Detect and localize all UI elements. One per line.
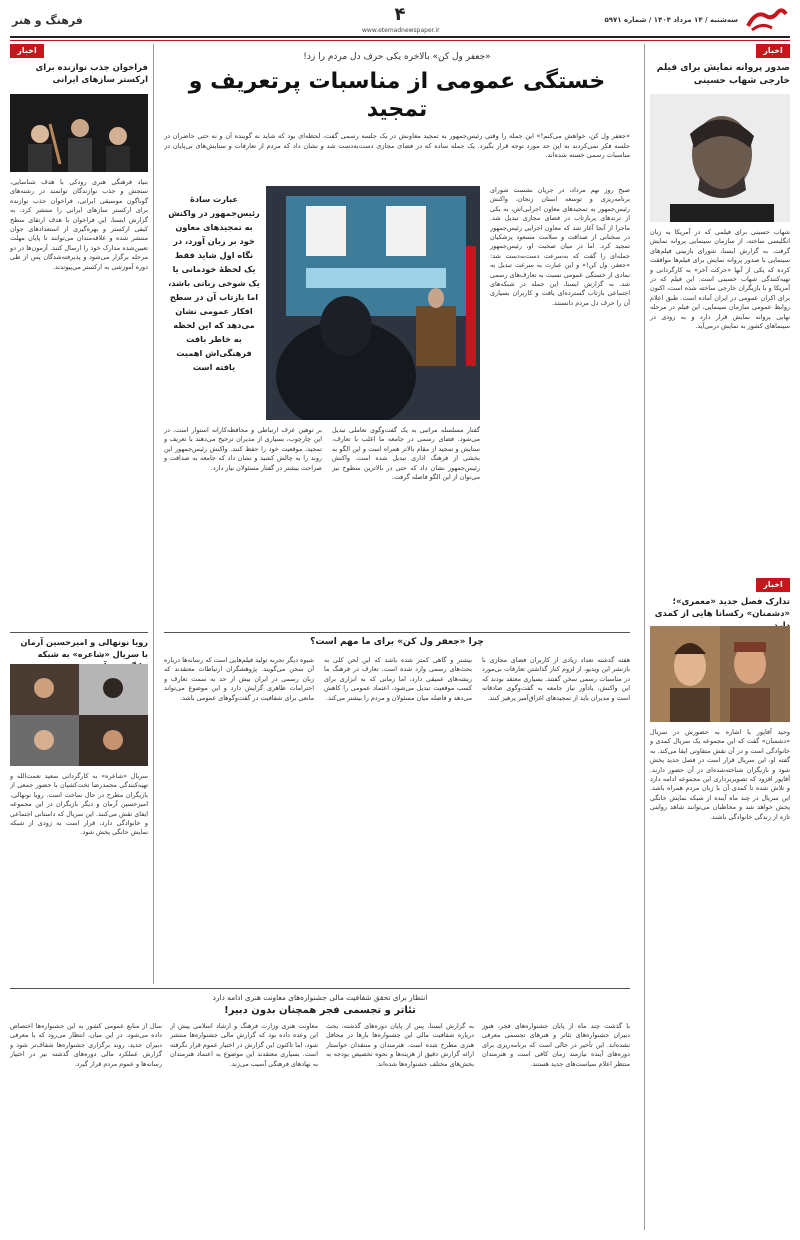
main-lower-col-3: شیوه دیگر تجربه تولید فیلم‌هایی است که رسانه‌ها درباره آن سخن می‌گویند. پژوهشگران ارتباطات معتقدند که زبان رسمی در ایران بیش از حد به سمت تعارف و احترامات ظاهری گرایش دارد و این موضوع می‌تواند مانعی برای شفافیت در گفت‌وگوهای عمومی باشد. — [164, 656, 314, 702]
main-lower-col-1: هفته گذشته تعداد زیادی از کاربران فضای مجازی با بازنشر این ویدیو، از لزوم کنار گذاشتن تعارفات بی‌مورد در مناسبات رسمی سخن گفتند. بسیاری معتقد بودند که این واکنش، یادآور نیاز جامعه به گفت‌وگوی صادقانه است و مدیران باید از تمجیدهای اغراق‌آمیز پرهیز کنند. — [482, 656, 630, 702]
tv-series-photo — [650, 626, 790, 722]
website-url[interactable]: www.etemadnewspaper.ir — [362, 27, 440, 34]
left-article-body-2: سریال «شاعره» به کارگردانی سعید نعمت‌الله و تهیه‌کنندگی محمدرضا تخت‌کشیان با حضور جمعی از بازیگران مطرح در حال ساخت است. رویا نونهالی، امیرحسین آرمان و دیگر بازیگران در این مجموعه ایفای نقش می‌کنند. این سریال که داستانی اجتماعی و خانوادگی دارد، قرار است به زودی از شبکه نمایش خانگی پخش شود. — [10, 772, 148, 837]
main-column-1: صبح روز نهم مرداد، در جریان نشست شورای برنامه‌ریزی و توسعه استان زنجان، واکنش رئیس‌جمهور به تمجیدهای معاون اجرایی‌اش، به یکی از ترندهای پربازتاب در فضای مجازی تبدیل شد. ماجرا از آنجا آغاز شد که معاون اجرایی رئیس‌جمهور در سخنانی از صداقت و سلامت مسعود پزشکیان تمجید کرد. اما در میان صحبت او، رئیس‌جمهور جمله‌ای را گفت که به‌سرعت دست‌به‌دست شد: «جعفر، ول کن!» و این عبارت به سرعت تبدیل به نمادی از خستگی عمومی نسبت به تعارف‌های رسمی شد. به گزارش ایسنا، این جمله در شبکه‌های اجتماعی بازتاب گسترده‌ای یافت و کاربران بسیاری آن را حرف دل مردم دانستند. — [490, 186, 630, 307]
orchestra-photo — [10, 94, 148, 172]
sub-headline: چرا «جعفر ول کن» برای ما مهم است؟ — [310, 637, 484, 647]
main-lead: «جعفر ول کن، خواهش می‌کنم!» این جمله را وقتی رئیس‌جمهور به تمجید معاونش در یک جلسه رسمی گفت، لحظه‌ای بود که شاید نه گوینده آن و نه حتی حاضران در جلسه فکر نمی‌کردند به این حد مورد توجه قرار بگیرد. یک جمله ساده که در فضای مجازی دست‌به‌دست شد و نشان داد که مردم از تعارفات و ستایش‌های بی‌پایان در مناسبات رسمی خسته شده‌اند. — [164, 132, 630, 160]
left-column-headline: فراخوان جذب نوازنده برای ارکستر سازهای ایرانی — [35, 63, 148, 85]
main-headline: خستگی عمومی از مناسبات پرتعریف و تمجید — [188, 69, 606, 122]
right-article-body: شهاب حسینی برای فیلمی که در آمریکا به زبان انگلیسی ساخته، از سازمان سینمایی پروانه نمایش گرفت. به گزارش ایسنا، شورای بازبینی فیلم‌های سینمایی با صدور پروانه نمایش برای فیلم‌ها موافقت کرده که یکی از آنها «حرکت آخر» به کارگردانی و تهیه‌کنندگی شهاب حسینی است. این فیلم که در آمریکا و با بازیگران خارجی ساخته شده است، اکنون برای اکران عمومی در ایران آماده است. طبق اعلام روابط عمومی سازمان سینمایی، این فیلم در مرحله نهایی پروانه نمایش قرار دارد و به زودی در سینماهای کشور به نمایش درمی‌آید. — [650, 228, 790, 331]
bottom-column-2: به گزارش ایسنا، پس از پایان دوره‌های گذشته، بحث درباره شفافیت مالی این جشنواره‌ها بارها در محافل هنری مطرح شده است. هنرمندان و منتقدان خواستار ارائه گزارش دقیق از هزینه‌ها و نحوه تخصیص بودجه به بخش‌های مختلف جشنواره‌ها شده‌اند. — [326, 1022, 474, 1068]
page-number: ۴ — [394, 4, 406, 25]
section-title: فرهنگ و هنر — [12, 14, 83, 27]
left-column-tag: اخبار — [10, 44, 44, 58]
right-column-headline-2: تدارک فصل جدید «معمری»؛ «دشمنان» رکسانا هایی از کمدی — [654, 597, 790, 619]
main-column-3: بر توهین عرف ارتباطی و محافظه‌کارانه استوار است. در این چارچوب، بسیاری از مدیران ترجیح می‌دهند با تعریف و تمجید، موقعیت خود را حفظ کنند. واکنش رئیس‌جمهور این روند را به چالش کشید و نشان داد که جامعه به صداقت و صراحت بیشتر در گفتار مسئولان نیاز دارد. — [164, 426, 322, 472]
bottom-kicker: انتظار برای تحقق شفافیت مالی جشنواره‌های معاونت هنری ادامه دارد — [212, 993, 428, 1002]
right-column-tag: اخبار — [756, 44, 790, 58]
actors-collage — [10, 664, 148, 766]
actor-portrait — [650, 94, 790, 222]
issue-info: سه‌شنبه / ۱۴ مرداد ۱۴۰۴ / شماره ۵۹۷۱ — [604, 16, 738, 24]
bottom-column-4: سال از منابع عمومی کشور به این جشنواره‌ها اختصاص داده می‌شود. در این میان، انتظار می‌رود که با معرفی دبیران جدید، روند برگزاری جشنواره‌ها شفاف‌تر شود و گزارش عملکرد مالی دوره‌های گذشته نیز در اختیار رسانه‌ها و عموم مردم قرار گیرد. — [10, 1022, 162, 1068]
main-kicker: «جعفر ول کن» بالاخره یکی حرف دل مردم را زد! — [303, 52, 491, 62]
right-article-body-2: وحید آقاپور با اشاره به حضورش در سریال «دشمنان» گفت که این مجموعه یک سریال کمدی و خانوادگی است و در آن نقش متفاوتی ایفا می‌کند. به گفته او، این سریال قرار است در فصل جدید پخش شود و بازیگران شناخته‌شده‌ای در آن حضور دارند. آقاپور افزود که تصویربرداری این مجموعه ادامه دارد و تلاش شده تا کمدی آن با زبان مردم همراه باشد. این سریال در چند ماه آینده از شبکه نمایش خانگی پخش خواهد شد و مخاطبان می‌توانند شاهد روایتی تازه از زندگی خانوادگی باشند. — [650, 728, 790, 821]
main-column-2: گفتار مسلسله‌ مراتبی به یک گفت‌وگوی تعاملی تبدیل می‌شود. فضای رسمی در جامعه ما اغلب با تعارف، ستایش و تمجید از مقام بالاتر همراه است و این الگو به بخشی از فرهنگ اداری تبدیل شده است. واکنش رئیس‌جمهور نشان داد که حتی در بالاترین سطوح نیز می‌توان از این الگو فاصله گرفت. — [332, 426, 480, 482]
left-column-headline-2: رویا نونهالی و امیرحسین آرمان با سریال «شاعره» به شبکه — [20, 637, 148, 659]
right-column-headline: صدور پروانه نمایش برای فیلم خارجی شهاب حسینی — [656, 63, 790, 86]
masthead-logo — [742, 4, 790, 34]
bottom-column-3: معاونت هنری وزارت فرهنگ و ارشاد اسلامی پیش از این وعده داده بود که گزارش مالی جشنواره‌ها منتشر شود، اما تاکنون این گزارش در اختیار عموم قرار نگرفته است. بسیاری معتقدند این موضوع به اعتماد هنرمندان به نهادهای فرهنگی آسیب می‌زند. — [170, 1022, 318, 1068]
main-lower-col-2: بیشتر و گاهی کمتر شده باشد که این لحن کلی به بحث‌های رسمی وارد شده است. تعارف در فرهنگ ما ریشه‌های عمیقی دارد، اما زمانی که به ابزاری برای کسب موقعیت تبدیل می‌شود، اعتماد عمومی را کاهش می‌دهد و فاصله میان مسئولان و مردم را بیشتر می‌کند. — [324, 656, 472, 702]
right-column-tag-2: اخبار — [756, 578, 790, 592]
bottom-column-1: با گذشت چند ماه از پایان جشنواره‌های فجر، هنوز دبیران جشنواره‌های تئاتر و هنرهای تجسمی معرفی نشده‌اند. این تأخیر در حالی است که برنامه‌ریزی برای دوره‌های آینده نیازمند زمان کافی است و هنرمندان منتظر اعلام سیاست‌های جدید هستند. — [482, 1022, 630, 1068]
speech-photo — [266, 186, 480, 420]
bottom-headline: تئاتر و تجسمی فجر همچنان بدون دبیر! — [224, 1005, 416, 1016]
pull-quote: عبارت سادۀ رئیس‌جمهور در واکنش به تمجیدهای معاون خود بر زبان آورد، در نگاه اول شاید فقط یک لحظۀ خودمانی یا یک شوخی زبانی باشد، اما بازتاب آن در سطح افکار عمومی نشان می‌دهد که این لحظه به خاطر بافت فرهنگی‌اش اهمیت یافته است — [168, 194, 260, 372]
left-article-body: بنیاد فرهنگی هنری رودکی با هدف شناسایی، سنجش و جذب نوازندگان توانمند در رشته‌های گوناگون موسیقی ایرانی، فراخوان جذب نوازنده برای ارکستر سازهای ایرانی را منتشر کرد. به گزارش ایسنا، این فراخوان با هدف ارتقای سطح کیفی ارکستر و بهره‌گیری از استعدادهای جوان منتشر شده و علاقه‌مندان می‌توانند تا پایان مهلت تعیین‌شده مدارک خود را ارسال کنند. آزمون‌ها در دو مرحله برگزار می‌شود و پذیرفته‌شدگان پس از طی دوره آموزشی به ارکستر می‌پیوندند. — [10, 178, 148, 271]
